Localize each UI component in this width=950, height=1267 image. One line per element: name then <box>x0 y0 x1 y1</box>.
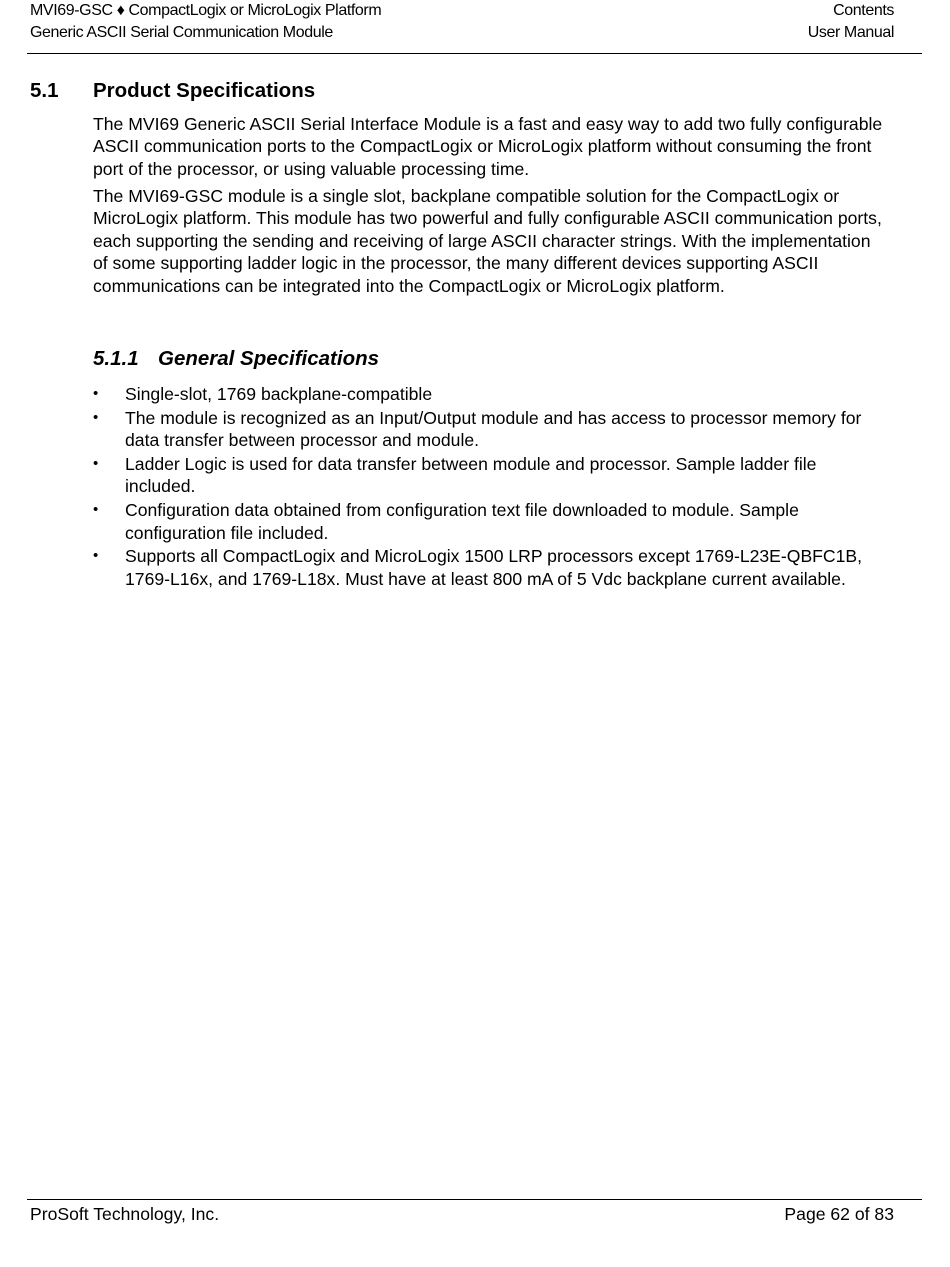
header-manual-type: User Manual <box>807 24 894 41</box>
footer-divider <box>27 1199 922 1200</box>
bullet-icon: • <box>93 455 99 472</box>
bullet-icon: • <box>93 501 99 519</box>
list-item <box>93 499 883 544</box>
bullet-icon: • <box>93 547 99 565</box>
list-item-text: Supports all CompactLogix and MicroLogix 1500 LRP processors except 1769-L23E-QBFC1B, 1769-L16x, and 1769-L18x. Must have at least 800 mA of 5 Vdc backplane current available. <box>125 546 863 589</box>
list-item-text: Configuration data obtained from configuration text file downloaded to module. Sample configuration file included. <box>125 500 799 543</box>
section-heading <box>30 78 315 104</box>
header-product-title: MVI69-GSC ♦ CompactLogix or MicroLogix Platform <box>30 2 382 19</box>
list-item <box>93 453 883 498</box>
list-item <box>93 545 883 590</box>
header-divider <box>27 53 922 54</box>
list-item-text: The module is recognized as an Input/Output module and has access to processor memory for data transfer between processor and module. <box>125 407 862 451</box>
list-item-text: Single-slot, 1769 backplane-compatible <box>125 384 433 404</box>
subsection-heading <box>93 346 379 372</box>
section-number: 5.1 <box>30 79 59 102</box>
section-title: Product Specifications <box>93 79 316 102</box>
header-module-name: Generic ASCII Serial Communication Module <box>30 24 333 41</box>
page-footer <box>30 1202 894 1226</box>
list-item <box>93 407 883 452</box>
list-item <box>93 383 883 405</box>
header-contents-label: Contents <box>833 2 894 19</box>
list-item-text: Ladder Logic is used for data transfer between module and processor. Sample ladder file included. <box>125 454 817 497</box>
specifications-list <box>93 383 883 592</box>
intro-paragraph: The MVI69 Generic ASCII Serial Interface Module is a fast and easy way to add two fully configurable ASCII communication ports to the CompactLogix or MicroLogix platform without consuming the front port of the processor, or using valuable processing time. <box>93 114 883 179</box>
bullet-icon: • <box>93 408 99 426</box>
page-header <box>30 0 894 44</box>
subsection-title: General Specifications <box>158 347 380 370</box>
subsection-number: 5.1.1 <box>93 347 139 370</box>
footer-page-number: Page 62 of 83 <box>784 1204 894 1224</box>
footer-company: ProSoft Technology, Inc. <box>30 1204 220 1224</box>
description-paragraph: The MVI69-GSC module is a single slot, backplane compatible solution for the CompactLogix or MicroLogix platform. This module has two powerful and fully configurable ASCII communication ports, each supporting the sending and receiving of large ASCII character strings. With the implementation of some supporting ladder logic in the processor, the many different devices supporting ASCII communications can be integrated into the CompactLogix or MicroLogix platform. <box>93 186 882 296</box>
bullet-icon: • <box>93 385 99 402</box>
